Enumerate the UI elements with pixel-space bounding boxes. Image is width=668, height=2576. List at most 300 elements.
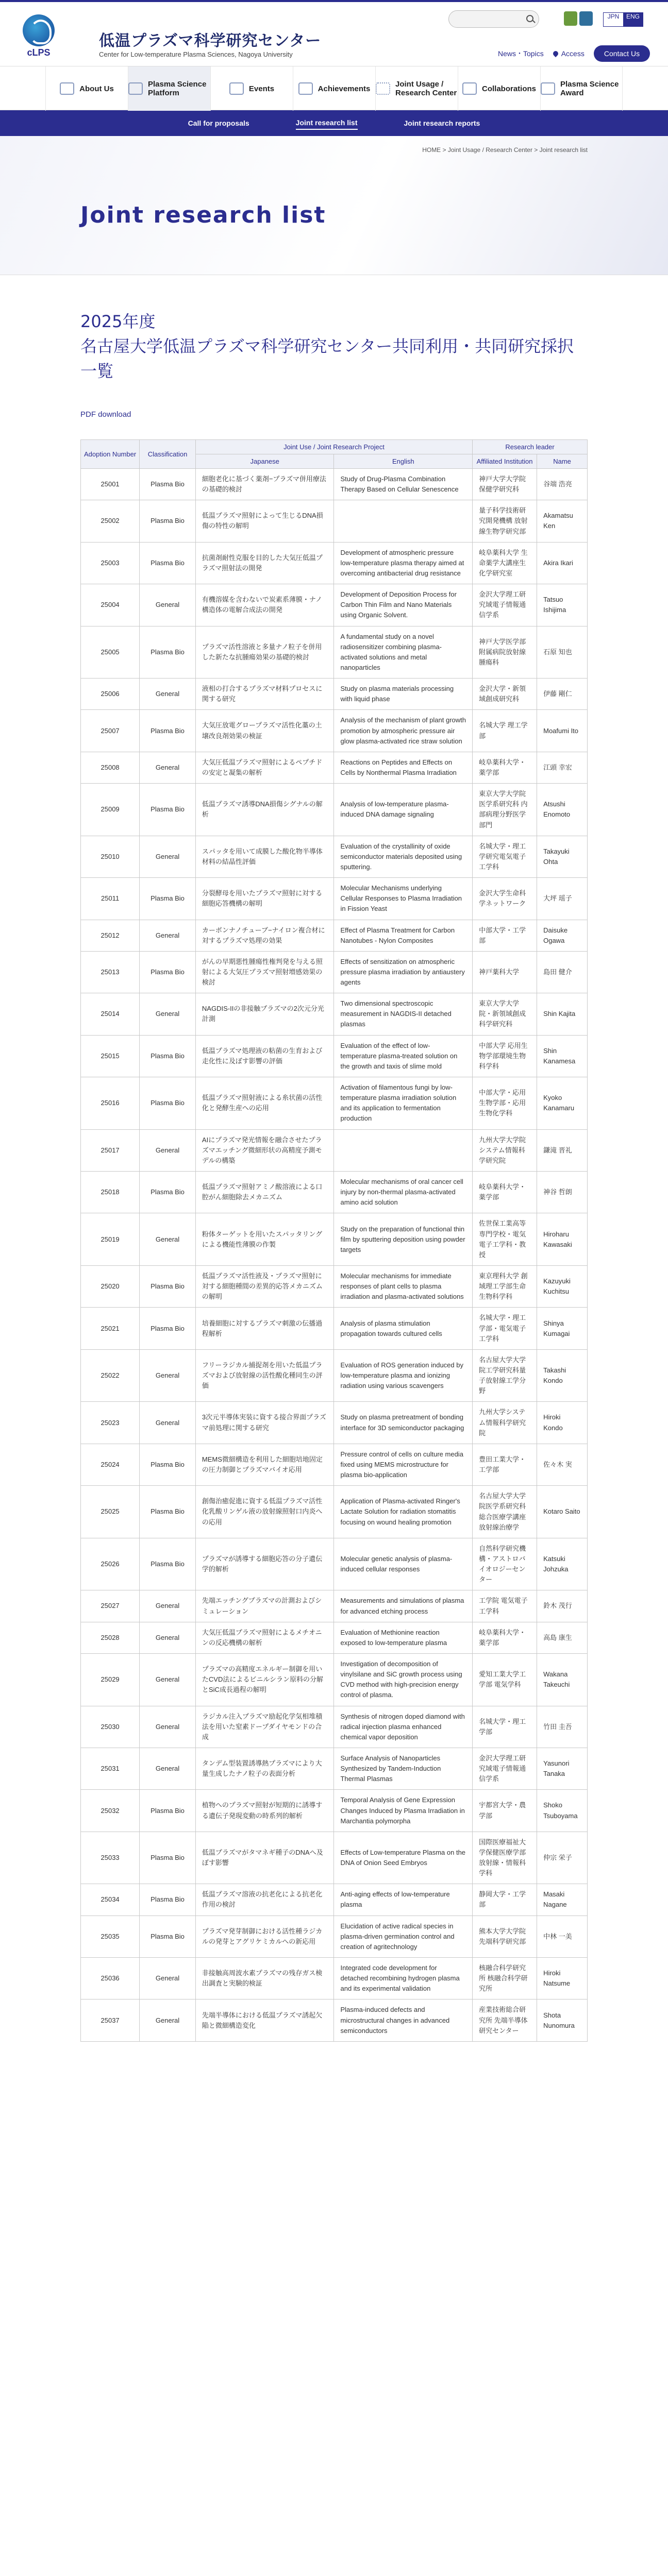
affiliation-cell: 金沢大学理工研究域電子情報通信学系	[473, 584, 537, 626]
project-japanese-cell: 非接触高周波水素プラズマの残存ガス検出調査と実験的検証	[195, 1958, 334, 1999]
table-row	[81, 626, 588, 679]
table-row	[81, 1486, 588, 1538]
nav-achievements[interactable]	[293, 66, 375, 111]
project-japanese-cell: 低温プラズマ照射によって生じるDNA損傷の特性の解明	[195, 500, 334, 542]
collaborations-icon	[462, 82, 477, 95]
project-english-cell: Analysis of plasma stimulation propagation towards cultured cells	[334, 1308, 473, 1349]
affiliation-cell: 核融合科学研究所 核融合科学研究所	[473, 1958, 537, 1999]
project-english-cell: Surface Analysis of Nanoparticles Synthesized by Tandem-Induction Thermal Plasmas	[334, 1748, 473, 1789]
affiliation-cell: 豊田工業大学・工学部	[473, 1444, 537, 1485]
affiliation-cell: 名城大学・理工学部	[473, 1706, 537, 1748]
project-japanese-cell: プラズマ発芽制御における活性種ラジカルの発芽とアグリケミカルへの新応用	[195, 1916, 334, 1957]
table-row	[81, 1884, 588, 1916]
affiliation-cell: 名城大学・理工学研究電気電子工学科	[473, 836, 537, 877]
project-japanese-cell: AIにプラズマ発光情報を融合させたプラズマエッチング微細形状の高精度予測モデルの構築	[195, 1129, 334, 1171]
classification-cell: Plasma Bio	[140, 1790, 196, 1832]
project-japanese-cell: NAGDIS-IIの非接触プラズマの2次元分光計測	[195, 993, 334, 1035]
classification-cell: General	[140, 1748, 196, 1789]
project-english-cell: Study on plasma materials processing with liquid phase	[334, 679, 473, 710]
table-row	[81, 1538, 588, 1590]
classification-cell: Plasma Bio	[140, 1035, 196, 1077]
affiliation-cell: 神戸大学大学院保健学研究科	[473, 469, 537, 500]
affiliation-cell: 国際医療福祉大学保健医療学部 放射線・情報科学科	[473, 1832, 537, 1884]
nav-label: Events	[248, 84, 275, 93]
project-english-cell: Anti-aging effects of low-temperature plasma	[334, 1884, 473, 1916]
project-japanese-cell: スパッタを用いて成膜した酸化物半導体材料の結晶性評価	[195, 836, 334, 877]
project-english-cell: Development of Deposition Process for Carbon Thin Film and Nano Materials using Organic Solvent.	[334, 584, 473, 626]
classification-cell: General	[140, 836, 196, 877]
classification-cell: Plasma Bio	[140, 1444, 196, 1485]
table-row	[81, 784, 588, 836]
project-english-cell: Pressure control of cells on culture media fixed using MEMS microstructure for plasma bio-application	[334, 1444, 473, 1485]
classification-cell: General	[140, 679, 196, 710]
project-japanese-cell: 大気圧低温プラズマ照射によるペプチドの安定と凝集の解析	[195, 752, 334, 783]
leader-name-cell: 高島 康生	[537, 1622, 588, 1653]
leader-name-cell: Masaki Nagane	[537, 1884, 588, 1916]
leader-name-cell: Daisuke Ogawa	[537, 920, 588, 951]
leader-name-cell: Atsushi Enomoto	[537, 784, 588, 836]
clps-logo[interactable]	[23, 14, 55, 59]
leader-name-cell: 仲宗 栄子	[537, 1832, 588, 1884]
affiliation-cell: 工学院 電気電子工学科	[473, 1590, 537, 1622]
top-nav	[498, 45, 650, 62]
nav-label: Achievements	[318, 84, 371, 93]
table-row	[81, 710, 588, 752]
project-japanese-cell: 植物へのプラズマ照射が短期的に誘導する遺伝子発現変動の時系列的解析	[195, 1790, 334, 1832]
lang-en-button[interactable]: ENG	[623, 13, 643, 26]
project-japanese-cell: 有機溶媒を含わないで炭素系薄膜・ナノ構造体の電解合成法の開発	[195, 584, 334, 626]
classification-cell: Plasma Bio	[140, 500, 196, 542]
project-english-cell: Study on the preparation of functional thin film by sputtering deposition using powder targets	[334, 1213, 473, 1266]
section-title: 名古屋大学低温プラズマ科学研究センター共同利用・共同研究採択一覧	[80, 336, 574, 381]
project-english-cell: Measurements and simulations of plasma for advanced etching process	[334, 1590, 473, 1622]
project-english-cell	[334, 1129, 473, 1171]
project-english-cell: Two dimensional spectroscopic measurement in NAGDIS-II detached plasmas	[334, 993, 473, 1035]
leader-name-cell: 石原 知也	[537, 626, 588, 679]
adoption-number-cell: 25006	[81, 679, 140, 710]
table-row	[81, 1129, 588, 1171]
project-japanese-cell: 大気圧低温プラズマ照射によるメチオニンの反応機構の解析	[195, 1622, 334, 1653]
sub-nav	[0, 110, 668, 136]
nav-award[interactable]	[540, 66, 623, 111]
classification-cell: Plasma Bio	[140, 1538, 196, 1590]
table-row	[81, 542, 588, 584]
project-english-cell: Temporal Analysis of Gene Expression Changes Induced by Plasma Irradiation in Marchantia polymorpha	[334, 1790, 473, 1832]
adoption-number-cell: 25005	[81, 626, 140, 679]
classification-cell: General	[140, 1706, 196, 1748]
classification-cell: Plasma Bio	[140, 951, 196, 993]
header-english: English	[334, 454, 473, 469]
classification-cell: General	[140, 752, 196, 783]
table-row	[81, 584, 588, 626]
classification-cell: Plasma Bio	[140, 1308, 196, 1349]
project-japanese-cell: フリーラジカル捕捉剤を用いた低温プラズマおよび放射線の活性酸化種同生の評価	[195, 1349, 334, 1402]
leader-name-cell: Kazuyuki Kuchitsu	[537, 1266, 588, 1308]
table-row	[81, 878, 588, 920]
leader-name-cell: 神谷 哲朗	[537, 1172, 588, 1213]
table-row	[81, 1308, 588, 1349]
leader-name-cell: Yasunori Tanaka	[537, 1748, 588, 1789]
table-row	[81, 1916, 588, 1957]
nav-label: Joint Usage / Research Center	[395, 80, 457, 97]
events-icon	[229, 82, 244, 95]
affiliation-cell: 岐阜薬科大学・薬学部	[473, 1172, 537, 1213]
project-japanese-cell: 細胞老化に基づく薬剤−プラズマ併用療法の基礎的検討	[195, 469, 334, 500]
adoption-number-cell: 25017	[81, 1129, 140, 1171]
leader-name-cell: Kotaro Saito	[537, 1486, 588, 1538]
adoption-number-cell: 25007	[81, 710, 140, 752]
project-japanese-cell: 培養細胞に対するプラズマ刺激の伝播過程解析	[195, 1308, 334, 1349]
adoption-number-cell: 25036	[81, 1958, 140, 1999]
affiliation-cell: 宇都宮大学・農学部	[473, 1790, 537, 1832]
project-english-cell: Application of Plasma-activated Ringer's Lactate Solution for radiation stomatitis focusing on wound healing promotion	[334, 1486, 473, 1538]
affiliation-cell: 金沢大学理工研究域電子情報通信学系	[473, 1748, 537, 1789]
project-english-cell: Effects of sensitization on atmospheric pressure plasma irradiation by antiaustery agents	[334, 951, 473, 993]
nav-label: Collaborations	[481, 84, 536, 93]
project-english-cell: Evaluation of the effect of low-temperature plasma-treated solution on the growth and taxis of slime mold	[334, 1035, 473, 1077]
project-japanese-cell: 低温プラズマがタマネギ種子のDNAへ及ぼす影響	[195, 1832, 334, 1884]
adoption-number-cell: 25025	[81, 1486, 140, 1538]
classification-cell: Plasma Bio	[140, 1172, 196, 1213]
nav-platform[interactable]	[128, 66, 210, 111]
table-body	[81, 469, 588, 2042]
header-classification: Classification	[140, 440, 196, 469]
table-row	[81, 993, 588, 1035]
classification-cell: Plasma Bio	[140, 1486, 196, 1538]
project-japanese-cell: 液相の打合するプラズマ材料プロセスに関する研究	[195, 679, 334, 710]
leader-name-cell: 島田 健介	[537, 951, 588, 993]
leader-name-cell: Kyoko Kanamaru	[537, 1077, 588, 1130]
project-japanese-cell: 大気圧放電グロープラズマ活性化藁の土壌改良剤効果の検証	[195, 710, 334, 752]
project-japanese-cell: 低温プラズマ照射液による糸状菌の活性化と発酵生産への応用	[195, 1077, 334, 1130]
affiliation-cell: 中部大学・応用生物学部・応用生物化学科	[473, 1077, 537, 1130]
affiliation-cell: 九州大学大学院システム情報科学研究院	[473, 1129, 537, 1171]
nav-label: Plasma Science Award	[560, 80, 619, 97]
leader-name-cell: 伊藤 剛仁	[537, 679, 588, 710]
affiliation-cell: 名古屋大学大学院医学系研究科総合医療学講座 放射線治療学	[473, 1486, 537, 1538]
leader-name-cell: Katsuki Johzuka	[537, 1538, 588, 1590]
project-japanese-cell: 低温プラズマ照射アミノ酸溶液による口腔がん細胞除去メカニズム	[195, 1172, 334, 1213]
main-content	[0, 275, 668, 2073]
table-row	[81, 1077, 588, 1130]
affiliation-cell: 岐阜薬科大学・薬学部	[473, 752, 537, 783]
affiliation-cell: 金沢大学・新領域創成研究科	[473, 679, 537, 710]
leader-name-cell: Shinya Kumagai	[537, 1308, 588, 1349]
table-row	[81, 1444, 588, 1485]
leader-name-cell: Akira Ikari	[537, 542, 588, 584]
adoption-number-cell: 25020	[81, 1266, 140, 1308]
leader-name-cell: 中林 一美	[537, 1916, 588, 1957]
nav-about[interactable]	[45, 66, 128, 111]
project-japanese-cell: 低温プラズマ溶液の抗老化による抗老化作用の検討	[195, 1884, 334, 1916]
partner-badge-icon[interactable]	[564, 11, 577, 26]
adoption-number-cell: 25004	[81, 584, 140, 626]
adoption-number-cell: 25009	[81, 784, 140, 836]
project-english-cell: Effects of Low-temperature Plasma on the DNA of Onion Seed Embryos	[334, 1832, 473, 1884]
adoption-number-cell: 25022	[81, 1349, 140, 1402]
classification-cell: General	[140, 1999, 196, 2041]
classification-cell: Plasma Bio	[140, 1884, 196, 1916]
leader-name-cell: Hiroharu Kawasaki	[537, 1213, 588, 1266]
table-row	[81, 1748, 588, 1789]
table-row	[81, 836, 588, 877]
adoption-number-cell: 25031	[81, 1748, 140, 1789]
research-table	[80, 439, 588, 2042]
classification-cell: Plasma Bio	[140, 710, 196, 752]
table-row	[81, 1653, 588, 1706]
table-row	[81, 1172, 588, 1213]
adoption-number-cell: 25029	[81, 1653, 140, 1706]
affiliation-cell: 産業技術総合研究所 先端半導体研究センター	[473, 1999, 537, 2041]
project-english-cell: Investigation of decomposition of vinylsilane and SiC growth process using CVD method with high-precision energy control of plasma.	[334, 1653, 473, 1706]
nav-label: About Us	[79, 84, 114, 93]
project-english-cell: Elucidation of active radical species in plasma-driven germination control and creation of agritechnology	[334, 1916, 473, 1957]
header-project: Joint Use / Joint Research Project	[195, 440, 472, 454]
table-row	[81, 469, 588, 500]
table-row	[81, 951, 588, 993]
affiliation-cell: 神戸大学医学部附属病院放射線腫瘍科	[473, 626, 537, 679]
project-japanese-cell: 分裂酵母を用いたプラズマ照射に対する細胞応答機構の解明	[195, 878, 334, 920]
adoption-number-cell: 25023	[81, 1402, 140, 1444]
project-english-cell: Molecular Mechanisms underlying Cellular Responses to Plasma Irradiation in Fission Yeast	[334, 878, 473, 920]
classification-cell: General	[140, 1653, 196, 1706]
main-nav	[0, 66, 668, 110]
project-english-cell: Synthesis of nitrogen doped diamond with radical injection plasma enhanced chemical vapor deposition	[334, 1706, 473, 1748]
adoption-number-cell: 25021	[81, 1308, 140, 1349]
classification-cell: General	[140, 1622, 196, 1653]
adoption-number-cell: 25018	[81, 1172, 140, 1213]
classification-cell: Plasma Bio	[140, 1832, 196, 1884]
leader-name-cell: 江頭 幸宏	[537, 752, 588, 783]
contact-button[interactable]: Contact Us	[594, 45, 650, 62]
year-title: 2025年度	[80, 312, 156, 331]
leader-name-cell: Takayuki Ohta	[537, 836, 588, 877]
site-header	[0, 0, 668, 66]
project-english-cell: Integrated code development for detached recombining hydrogen plasma and its experimental validation	[334, 1958, 473, 1999]
classification-cell: Plasma Bio	[140, 878, 196, 920]
header-leader: Research leader	[473, 440, 588, 454]
adoption-number-cell: 25015	[81, 1035, 140, 1077]
affiliation-cell: 九州大学システム情報科学研究院	[473, 1402, 537, 1444]
table-row	[81, 1832, 588, 1884]
affiliation-cell: 自然科学研究機構・アストロバイオロジーセンター	[473, 1538, 537, 1590]
adoption-number-cell: 25019	[81, 1213, 140, 1266]
affiliation-cell: 名城大学 理工学部	[473, 710, 537, 752]
logo-text: cLPS	[27, 47, 51, 58]
leader-name-cell: 佐々木 実	[537, 1444, 588, 1485]
project-english-cell: Molecular genetic analysis of plasma-induced cellular responses	[334, 1538, 473, 1590]
leader-name-cell: Shota Nunomura	[537, 1999, 588, 2041]
table-row	[81, 1590, 588, 1622]
nav-joint[interactable]	[375, 66, 458, 111]
page-hero	[0, 136, 668, 275]
project-english-cell: Molecular mechanisms of oral cancer cell injury by non-thermal plasma-activated amino acid solution	[334, 1172, 473, 1213]
adoption-number-cell: 25008	[81, 752, 140, 783]
classification-cell: Plasma Bio	[140, 626, 196, 679]
adoption-number-cell: 25024	[81, 1444, 140, 1485]
affiliation-cell: 佐世保工業高等専門学校・電気電子工学科・教授	[473, 1213, 537, 1266]
classification-cell: Plasma Bio	[140, 1266, 196, 1308]
classification-cell: Plasma Bio	[140, 784, 196, 836]
project-english-cell: Activation of filamentous fungi by low-temperature plasma irradiation solution and its application to fermentation production	[334, 1077, 473, 1130]
leader-name-cell: Moafumi Ito	[537, 710, 588, 752]
table-row	[81, 1402, 588, 1444]
adoption-number-cell: 25030	[81, 1706, 140, 1748]
site-subtitle: Center for Low-temperature Plasma Sciences, Nagoya University	[99, 50, 293, 58]
table-row	[81, 1622, 588, 1653]
project-english-cell: Evaluation of Methionine reaction exposed to low-temperature plasma	[334, 1622, 473, 1653]
affiliation-cell: 量子科学技術研究開発機構 放射線生物学研究部	[473, 500, 537, 542]
project-japanese-cell: プラズマ活性溶液と多量ナノ粒子を併用した新たな抗腫瘍効果の基礎的検討	[195, 626, 334, 679]
project-japanese-cell: 先端半導体における低温プラズマ誘起欠陥と微細構造変化	[195, 1999, 334, 2041]
project-japanese-cell: 粉体ターゲットを用いたスパッタリングによる機能性薄膜の作製	[195, 1213, 334, 1266]
search-icon[interactable]	[526, 15, 533, 22]
leader-name-cell: Shin Kajita	[537, 993, 588, 1035]
classification-cell: General	[140, 1213, 196, 1266]
table-row	[81, 1035, 588, 1077]
table-row	[81, 752, 588, 783]
project-japanese-cell: がんの早期悪性腫瘍性権判発を与える照射による大気圧プラズマ照射増感効果の検討	[195, 951, 334, 993]
nav-events[interactable]	[210, 66, 293, 111]
partner-badge-icon[interactable]	[579, 11, 593, 26]
leader-name-cell: 大坪 瑶子	[537, 878, 588, 920]
map-pin-icon	[552, 50, 559, 57]
adoption-number-cell: 25028	[81, 1622, 140, 1653]
table-row	[81, 679, 588, 710]
adoption-number-cell: 25027	[81, 1590, 140, 1622]
adoption-number-cell: 25012	[81, 920, 140, 951]
access-label: Access	[561, 49, 584, 58]
classification-cell: General	[140, 1958, 196, 1999]
adoption-number-cell: 25014	[81, 993, 140, 1035]
affiliation-cell: 名城大学・理工学部・電気電子工学科	[473, 1308, 537, 1349]
project-japanese-cell: ラジカル注入プラズマ励起化学気相堆積法を用いた窒素ドープダイヤモンドの合成	[195, 1706, 334, 1748]
project-english-cell: Plasma-induced defects and microstructural changes in advanced semiconductors	[334, 1999, 473, 2041]
adoption-number-cell: 25016	[81, 1077, 140, 1130]
header-adoption-number: Adoption Number	[81, 440, 140, 469]
lang-jp-button[interactable]: JPN	[607, 13, 620, 20]
header-name: Name	[537, 454, 588, 469]
nav-label: Plasma Science Platform	[148, 80, 207, 97]
project-english-cell: A fundamental study on a novel radiosensitizer combining plasma-activated solutions and metal nanoparticles	[334, 626, 473, 679]
adoption-number-cell: 25010	[81, 836, 140, 877]
pdf-download-link[interactable]: PDF download	[80, 410, 131, 419]
project-japanese-cell: カーボンナノチューブ−ナイロン複合材に対するプラズマ処理の効果	[195, 920, 334, 951]
affiliation-cell: 神戸薬科大学	[473, 951, 537, 993]
leader-name-cell: Shoko Tsuboyama	[537, 1790, 588, 1832]
project-english-cell: Development of atmospheric pressure low-temperature plasma therapy aimed at overcoming antibacterial drug resistance	[334, 542, 473, 584]
page-title: Joint research list	[80, 202, 326, 228]
project-japanese-cell: 抗菌剤耐性克服を目的した大気圧低温プラズマ照射法の開発	[195, 542, 334, 584]
adoption-number-cell: 25032	[81, 1790, 140, 1832]
award-icon	[541, 82, 555, 95]
access-link[interactable]	[553, 49, 584, 58]
classification-cell: General	[140, 920, 196, 951]
project-japanese-cell: 3次元半導体実装に資する接合界面プラズマ前処理に関する研究	[195, 1402, 334, 1444]
leader-name-cell: 竹田 圭吾	[537, 1706, 588, 1748]
news-link[interactable]: News・Topics	[498, 49, 544, 58]
classification-cell: Plasma Bio	[140, 469, 196, 500]
project-japanese-cell: 低温プラズマ処理液の粘菌の生育および走化性に及ぼす影響の評価	[195, 1035, 334, 1077]
logo-mark-icon	[23, 14, 55, 46]
project-japanese-cell: 低温プラズマ誘導DNA損傷シグナルの解析	[195, 784, 334, 836]
search-input[interactable]	[448, 10, 539, 28]
table-row	[81, 1790, 588, 1832]
project-english-cell: Study on plasma pretreatment of bonding interface for 3D semiconductor packaging	[334, 1402, 473, 1444]
affiliation-cell: 岐阜薬科大学・薬学部	[473, 1622, 537, 1653]
affiliation-cell: 中部大学 応用生物学部環境生物科学科	[473, 1035, 537, 1077]
classification-cell: General	[140, 993, 196, 1035]
project-english-cell: Molecular mechanisms for immediate responses of plant cells to plasma irradiation and plasma-activated solutions	[334, 1266, 473, 1308]
adoption-number-cell: 25035	[81, 1916, 140, 1957]
project-english-cell: Study of Drug-Plasma Combination Therapy Based on Cellular Senescence	[334, 469, 473, 500]
adoption-number-cell: 25034	[81, 1884, 140, 1916]
table-row	[81, 500, 588, 542]
subnav-joint-research-list[interactable]: Joint research list	[296, 116, 358, 130]
affiliation-cell: 名古屋大学大学院工学研究科量子放射線工学分野	[473, 1349, 537, 1402]
partner-badges	[564, 11, 593, 26]
leader-name-cell: Hiroki Natsume	[537, 1958, 588, 1999]
header-japanese: Japanese	[195, 454, 334, 469]
project-japanese-cell: 創傷治癒促進に資する低温プラズマ活性化乳酸リンゲル液の放射線照射口内炎への応用	[195, 1486, 334, 1538]
project-japanese-cell: 低温プラズマ活性液及・プラズマ照射に対する細胞種間の差異的応答メカニズムの解明	[195, 1266, 334, 1308]
subnav-call-for-proposals[interactable]: Call for proposals	[188, 119, 249, 127]
project-english-cell: Evaluation of the crystallinity of oxide semiconductor materials deposited using sputtering.	[334, 836, 473, 877]
project-english-cell: Evaluation of ROS generation induced by low-temperature plasma and ionizing radiation using various scavengers	[334, 1349, 473, 1402]
adoption-number-cell: 25003	[81, 542, 140, 584]
affiliation-cell: 東京理科大学 創域理工学部生命生物科学科	[473, 1266, 537, 1308]
table-row	[81, 1999, 588, 2041]
project-japanese-cell: プラズマの高精度エネルギー制御を用いたCVD法によるビニルシラン原料の分解とSiC成長過程の解明	[195, 1653, 334, 1706]
project-japanese-cell: 先端エッチングプラズマの計測およびシミュレーション	[195, 1590, 334, 1622]
classification-cell: General	[140, 1402, 196, 1444]
adoption-number-cell: 25037	[81, 1999, 140, 2041]
adoption-number-cell: 25033	[81, 1832, 140, 1884]
affiliation-cell: 静岡大学・工学部	[473, 1884, 537, 1916]
table-row	[81, 1706, 588, 1748]
affiliation-cell: 東京大学大学院・新領域創成科学研究科	[473, 993, 537, 1035]
table-row	[81, 1213, 588, 1266]
subnav-joint-research-reports[interactable]: Joint research reports	[404, 119, 480, 127]
adoption-number-cell: 25011	[81, 878, 140, 920]
leader-name-cell: Akamatsu Ken	[537, 500, 588, 542]
joint-icon	[376, 82, 390, 95]
leader-name-cell: 鎌滝 晋礼	[537, 1129, 588, 1171]
classification-cell: General	[140, 1590, 196, 1622]
project-japanese-cell: プラズマが誘導する細胞応答の分子遺伝学的解析	[195, 1538, 334, 1590]
platform-icon	[128, 82, 143, 95]
leader-name-cell: Takashi Kondo	[537, 1349, 588, 1402]
table-row	[81, 920, 588, 951]
adoption-number-cell: 25026	[81, 1538, 140, 1590]
project-english-cell	[334, 500, 473, 542]
adoption-number-cell: 25002	[81, 500, 140, 542]
classification-cell: General	[140, 1129, 196, 1171]
classification-cell: Plasma Bio	[140, 1077, 196, 1130]
leader-name-cell: 鈴木 茂行	[537, 1590, 588, 1622]
project-english-cell: Analysis of the mechanism of plant growth promotion by atmospheric pressure air glow plasma-activated rice straw solution	[334, 710, 473, 752]
nav-collaborations[interactable]	[458, 66, 540, 111]
classification-cell: General	[140, 584, 196, 626]
affiliation-cell: 東京大学大学院医学系研究科 内部病理分野医学部門	[473, 784, 537, 836]
breadcrumb[interactable]: HOME > Joint Usage / Research Center > Joint research list	[422, 146, 588, 154]
leader-name-cell: Hiroki Kondo	[537, 1402, 588, 1444]
project-english-cell: Reactions on Peptides and Effects on Cells by Nonthermal Plasma Irradiation	[334, 752, 473, 783]
site-title[interactable]: 低温プラズマ科学研究センター	[99, 32, 322, 50]
table-row	[81, 1266, 588, 1308]
affiliation-cell: 岐阜薬科大学 生命薬学大講座生化学研究室	[473, 542, 537, 584]
leader-name-cell: Shin Kanamesa	[537, 1035, 588, 1077]
